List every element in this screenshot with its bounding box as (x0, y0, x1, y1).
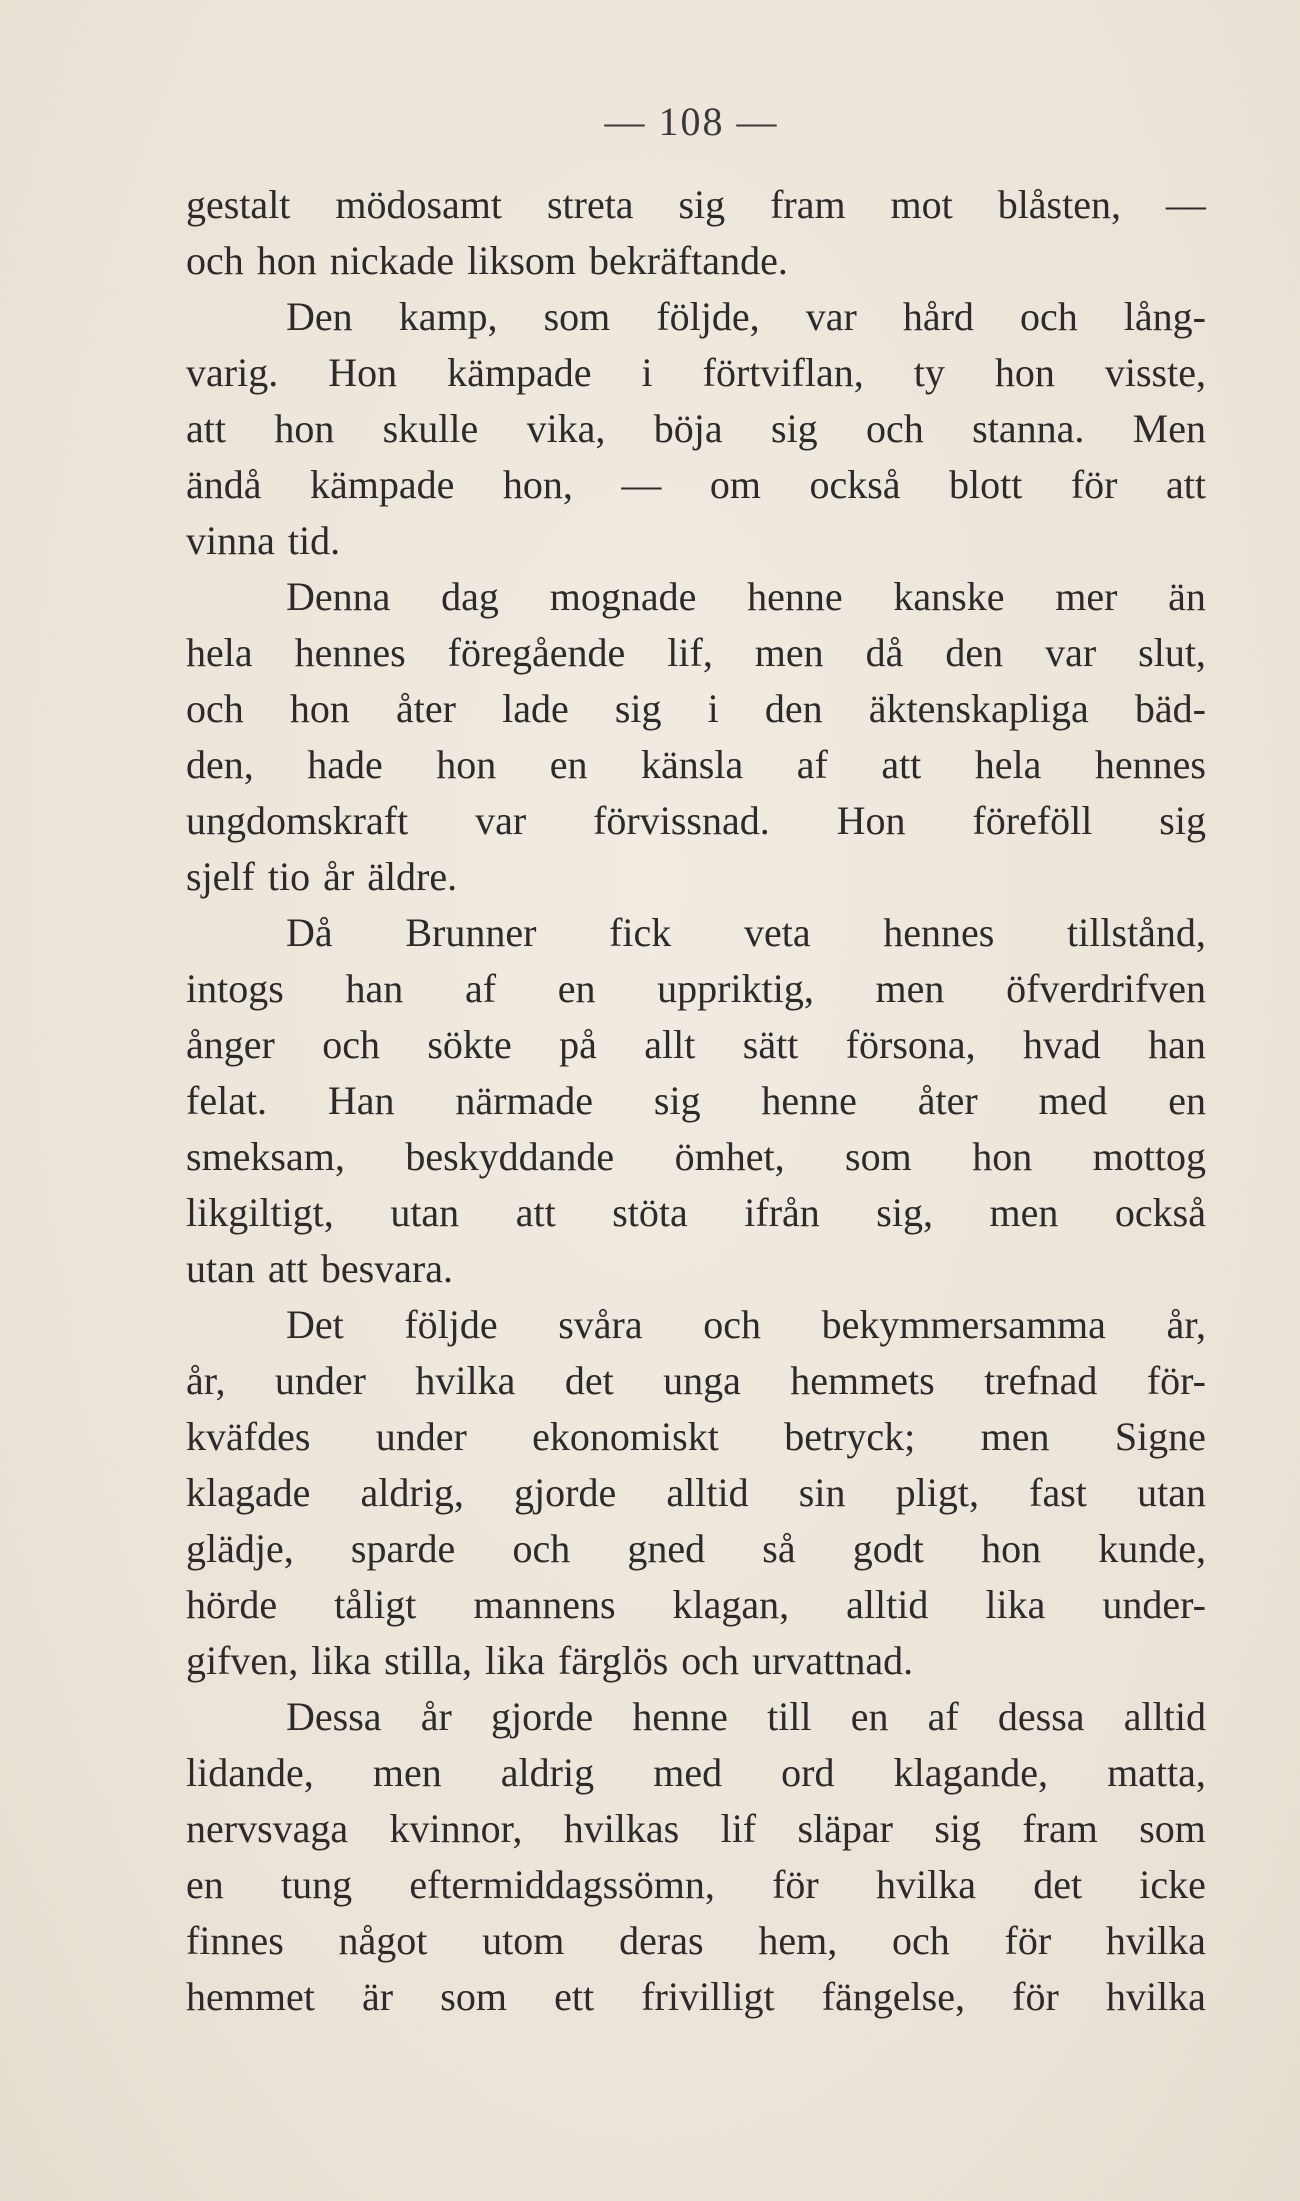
word: hvilka (875, 1862, 976, 1907)
word: dessa (997, 1694, 1085, 1739)
word: sig (1159, 798, 1206, 843)
word: kanske (893, 574, 1005, 619)
word: det (1033, 1862, 1083, 1907)
word: år (323, 854, 355, 899)
word: förvissnad. (593, 798, 770, 843)
word: glädje, (186, 1526, 294, 1571)
word: närmade (455, 1078, 594, 1123)
text-line (186, 1521, 1206, 1577)
word: aldrig, (360, 1470, 464, 1515)
word: klagade (186, 1470, 311, 1515)
word: för (1070, 462, 1118, 507)
word: smeksam, (186, 1134, 345, 1179)
word: kunde, (1098, 1526, 1206, 1571)
word: om (709, 462, 761, 507)
word: fast (1029, 1470, 1087, 1515)
word: föreföll (972, 798, 1093, 843)
word: pligt, (895, 1470, 979, 1515)
word: tillstånd, (1067, 910, 1206, 955)
word: mödosamt (335, 182, 503, 227)
text-line (186, 849, 1206, 905)
text-line (186, 961, 1206, 1017)
word: Hon (836, 798, 906, 843)
word: hon (981, 1526, 1042, 1571)
word: veta (743, 910, 811, 955)
word: af (796, 742, 828, 787)
text-line (186, 401, 1206, 457)
word: henne (632, 1694, 728, 1739)
word: då (865, 630, 904, 675)
word: — (1165, 182, 1206, 227)
word: en (557, 966, 596, 1011)
word: en (1168, 1078, 1206, 1123)
word: hela (186, 630, 253, 675)
word: hvilka (1105, 1918, 1206, 1963)
word: ifrån (744, 1190, 820, 1235)
word: hade (307, 742, 383, 787)
word: under (375, 1414, 467, 1459)
word: äktenskapliga (868, 686, 1089, 731)
text-line (186, 513, 1206, 569)
word: hon, (502, 462, 573, 507)
word: klagan, (672, 1582, 790, 1627)
word: förtviflan, (702, 350, 864, 395)
word: men (980, 1414, 1050, 1459)
word: sig (934, 1806, 982, 1851)
word: är (362, 1974, 394, 2019)
word: dag (441, 574, 499, 619)
page-number: — 108 — (604, 99, 779, 144)
word: och (512, 1526, 571, 1571)
word: alltid (846, 1582, 929, 1627)
word: ett (554, 1974, 595, 2019)
word: i (641, 350, 653, 395)
word: som (845, 1134, 912, 1179)
word: föregående (447, 630, 626, 675)
word: Signe (1114, 1414, 1206, 1459)
text-line (186, 1017, 1206, 1073)
word: på (559, 1022, 597, 1067)
word: hela (974, 742, 1042, 787)
text-line (186, 233, 1206, 289)
text-line (186, 1297, 1206, 1353)
word: den (764, 686, 823, 731)
word: hård (902, 294, 974, 339)
word: icke (1139, 1862, 1206, 1907)
word: nervsvaga (186, 1806, 349, 1851)
word: hennes (294, 630, 406, 675)
word: lika (484, 1638, 545, 1683)
word: unga (663, 1358, 741, 1403)
word: var (1045, 630, 1097, 675)
word: också (809, 462, 901, 507)
word: fick (609, 910, 672, 955)
word: liksom (467, 238, 577, 283)
word: godt (852, 1526, 924, 1571)
word: tung (281, 1862, 353, 1907)
word: för (1012, 1974, 1059, 2019)
word: som (440, 1974, 507, 2019)
word: böja (653, 406, 723, 451)
word: en (549, 742, 588, 787)
word: en (186, 1862, 224, 1907)
word: och (186, 686, 244, 731)
word: under- (1102, 1582, 1206, 1627)
word: följde, (656, 294, 760, 339)
word: för- (1146, 1358, 1206, 1403)
text-line (186, 289, 1206, 345)
word: sig, (876, 1190, 933, 1235)
word: han (1148, 1022, 1206, 1067)
text-line (186, 1073, 1206, 1129)
word: kämpade (447, 350, 592, 395)
word: men (372, 1750, 442, 1795)
text-line (186, 177, 1206, 233)
word: eftermiddagssömn, (409, 1862, 715, 1907)
word: Den (286, 294, 353, 339)
word: besvara. (320, 1246, 454, 1291)
word: hvad (1023, 1022, 1101, 1067)
text-line (186, 569, 1206, 625)
word: svåra (558, 1302, 643, 1347)
word: för (772, 1862, 819, 1907)
text-line (186, 1465, 1206, 1521)
word: tio (267, 854, 311, 899)
word: ungdomskraft (186, 798, 409, 843)
word: kvinnor, (389, 1806, 523, 1851)
word: henne (761, 1078, 857, 1123)
word: kväfdes (186, 1414, 311, 1459)
text-line (186, 625, 1206, 681)
word: hennes (1094, 742, 1206, 787)
word: vinna (186, 518, 275, 563)
word: Det (286, 1302, 344, 1347)
word: mer (1055, 574, 1118, 619)
word: och (322, 1022, 380, 1067)
word: att (267, 1246, 308, 1291)
word: gned (627, 1526, 706, 1571)
word: hon (436, 742, 497, 787)
word: Brunner (405, 910, 537, 955)
word: felat. (186, 1078, 268, 1123)
word: än (1168, 574, 1206, 619)
word: hon (994, 350, 1055, 395)
word: kamp, (398, 294, 498, 339)
word: åter (917, 1078, 978, 1123)
word: och (703, 1302, 761, 1347)
word: ömhet, (674, 1134, 785, 1179)
word: ånger (186, 1022, 275, 1067)
word: blott (949, 462, 1023, 507)
word: tåligt (334, 1582, 417, 1627)
word: den (945, 630, 1004, 675)
word: kämpade (310, 462, 455, 507)
word: var (805, 294, 857, 339)
word: något (338, 1918, 428, 1963)
word: utan (186, 1246, 255, 1291)
text-line (186, 457, 1206, 513)
word: att (515, 1190, 556, 1235)
word: äldre. (367, 854, 458, 899)
word: af (464, 966, 497, 1011)
word: och (891, 1918, 950, 1963)
word: och (186, 238, 244, 283)
text-line (186, 1577, 1206, 1633)
word: hemmet (186, 1974, 315, 2019)
word: uppriktig, (657, 966, 814, 1011)
word: sig (653, 1078, 701, 1123)
word: ord (781, 1750, 835, 1795)
body-text (186, 177, 1206, 2025)
word: under (274, 1358, 366, 1403)
word: också (1114, 1190, 1206, 1235)
word: men (989, 1190, 1059, 1235)
word: Han (327, 1078, 395, 1123)
word: utom (482, 1918, 565, 1963)
word: var (475, 798, 527, 843)
word: och (1019, 294, 1078, 339)
text-line (186, 1913, 1206, 1969)
word: bekräftande. (589, 238, 788, 283)
word: öfverdrifven (1006, 966, 1206, 1011)
word: bäd- (1134, 686, 1206, 731)
word: men (875, 966, 945, 1011)
text-line (186, 793, 1206, 849)
word: matta, (1107, 1750, 1206, 1795)
word: sig (614, 686, 662, 731)
word: lång- (1123, 294, 1206, 339)
word: det (564, 1358, 614, 1403)
word: att (881, 742, 922, 787)
word: frivilligt (641, 1974, 775, 2019)
word: af (927, 1694, 959, 1739)
word: för (1004, 1918, 1052, 1963)
word: lade (502, 686, 569, 731)
word: visste, (1104, 350, 1206, 395)
word: sig (678, 182, 726, 227)
word: alltid (1123, 1694, 1206, 1739)
word: lif, (667, 630, 713, 675)
word: hvilka (1105, 1974, 1206, 2019)
word: lif (720, 1806, 757, 1851)
word: tid. (287, 518, 341, 563)
word: betryck; (784, 1414, 916, 1459)
word: sig (771, 406, 818, 451)
word: han (345, 966, 404, 1011)
word: hennes (883, 910, 995, 955)
word: och (681, 1638, 740, 1683)
word: med (653, 1750, 723, 1795)
word: gifven, (186, 1638, 299, 1683)
word: lika (985, 1582, 1046, 1627)
word: fram (770, 182, 846, 227)
word: Dessa (286, 1694, 382, 1739)
word: sparde (350, 1526, 456, 1571)
word: år, (186, 1358, 226, 1403)
word: som (543, 294, 611, 339)
word: så (762, 1526, 796, 1571)
word: som (1139, 1806, 1206, 1851)
word: släpar (797, 1806, 893, 1851)
word: fram (1022, 1806, 1098, 1851)
word: stanna. (972, 406, 1085, 451)
word: gjorde (490, 1694, 594, 1739)
word: beskyddande (405, 1134, 615, 1179)
word: mannens (473, 1582, 616, 1627)
word: nickade (329, 238, 455, 283)
word: åter (396, 686, 456, 731)
word: mot (890, 182, 953, 227)
word: hvilkas (563, 1806, 680, 1851)
text-line (186, 1969, 1206, 2025)
word: Då (286, 910, 333, 955)
text-line (186, 1689, 1206, 1745)
word: sätt (742, 1022, 799, 1067)
word: likgiltigt, (186, 1190, 334, 1235)
text-line (186, 1633, 1206, 1689)
word: hemmets (790, 1358, 935, 1403)
text-line (186, 1409, 1206, 1465)
word: sökte (427, 1022, 512, 1067)
word: blåsten, (997, 182, 1121, 227)
word: aldrig (500, 1750, 595, 1795)
word: — (621, 462, 662, 507)
word: att (186, 406, 226, 451)
text-line (186, 905, 1206, 961)
word: hörde (186, 1582, 278, 1627)
word: hvilka (415, 1358, 516, 1403)
word: bekymmersamma (821, 1302, 1106, 1347)
word: utan (1137, 1470, 1206, 1515)
word: försona, (845, 1022, 976, 1067)
word: deras (619, 1918, 704, 1963)
word: vika, (526, 406, 606, 451)
word: mottog (1092, 1134, 1206, 1179)
text-line (186, 1185, 1206, 1241)
word: trefnad (984, 1358, 1098, 1403)
text-line (186, 345, 1206, 401)
word: hon (289, 686, 350, 731)
word: följde (404, 1302, 498, 1347)
word: urvattnad. (752, 1638, 914, 1683)
word: hon (256, 238, 317, 283)
word: intogs (186, 966, 284, 1011)
word: ty (913, 350, 945, 395)
word: till (767, 1694, 812, 1739)
text-line (186, 1857, 1206, 1913)
word: stilla, (384, 1638, 472, 1683)
word: streta (546, 182, 634, 227)
word: sjelf (186, 854, 255, 899)
word: en (850, 1694, 889, 1739)
word: färglös (557, 1638, 669, 1683)
word: den, (186, 742, 254, 787)
word: mognade (549, 574, 697, 619)
word: att (1165, 462, 1206, 507)
word: Denna (286, 574, 391, 619)
word: skulle (382, 406, 479, 451)
text-line (186, 1241, 1206, 1297)
word: ekonomiskt (532, 1414, 719, 1459)
word: varig. (186, 350, 279, 395)
word: hem, (758, 1918, 838, 1963)
word: sin (798, 1470, 846, 1515)
word: klagande, (893, 1750, 1048, 1795)
word: lika (311, 1638, 372, 1683)
word: alltid (666, 1470, 749, 1515)
word: stöta (612, 1190, 688, 1235)
text-line (186, 1129, 1206, 1185)
text-line (186, 1353, 1206, 1409)
word: med (1038, 1078, 1108, 1123)
word: och (866, 406, 924, 451)
word: finnes (186, 1918, 284, 1963)
word: hon (274, 406, 335, 451)
text-line (186, 737, 1206, 793)
word: i (707, 686, 719, 731)
word: utan (390, 1190, 460, 1235)
word: känsla (641, 742, 744, 787)
word: gjorde (514, 1470, 617, 1515)
text-line (186, 1801, 1206, 1857)
word: men (754, 630, 824, 675)
word: hon (972, 1134, 1033, 1179)
word: ändå (186, 462, 262, 507)
word: Men (1132, 406, 1206, 451)
word: slut, (1138, 630, 1206, 675)
word: år, (1166, 1302, 1206, 1347)
text-line (186, 1745, 1206, 1801)
word: fängelse, (821, 1974, 965, 2019)
word: lidande, (186, 1750, 314, 1795)
text-line (186, 681, 1206, 737)
word: år (420, 1694, 452, 1739)
word: Hon (328, 350, 398, 395)
word: allt (644, 1022, 696, 1067)
word: henne (747, 574, 843, 619)
word: gestalt (186, 182, 291, 227)
